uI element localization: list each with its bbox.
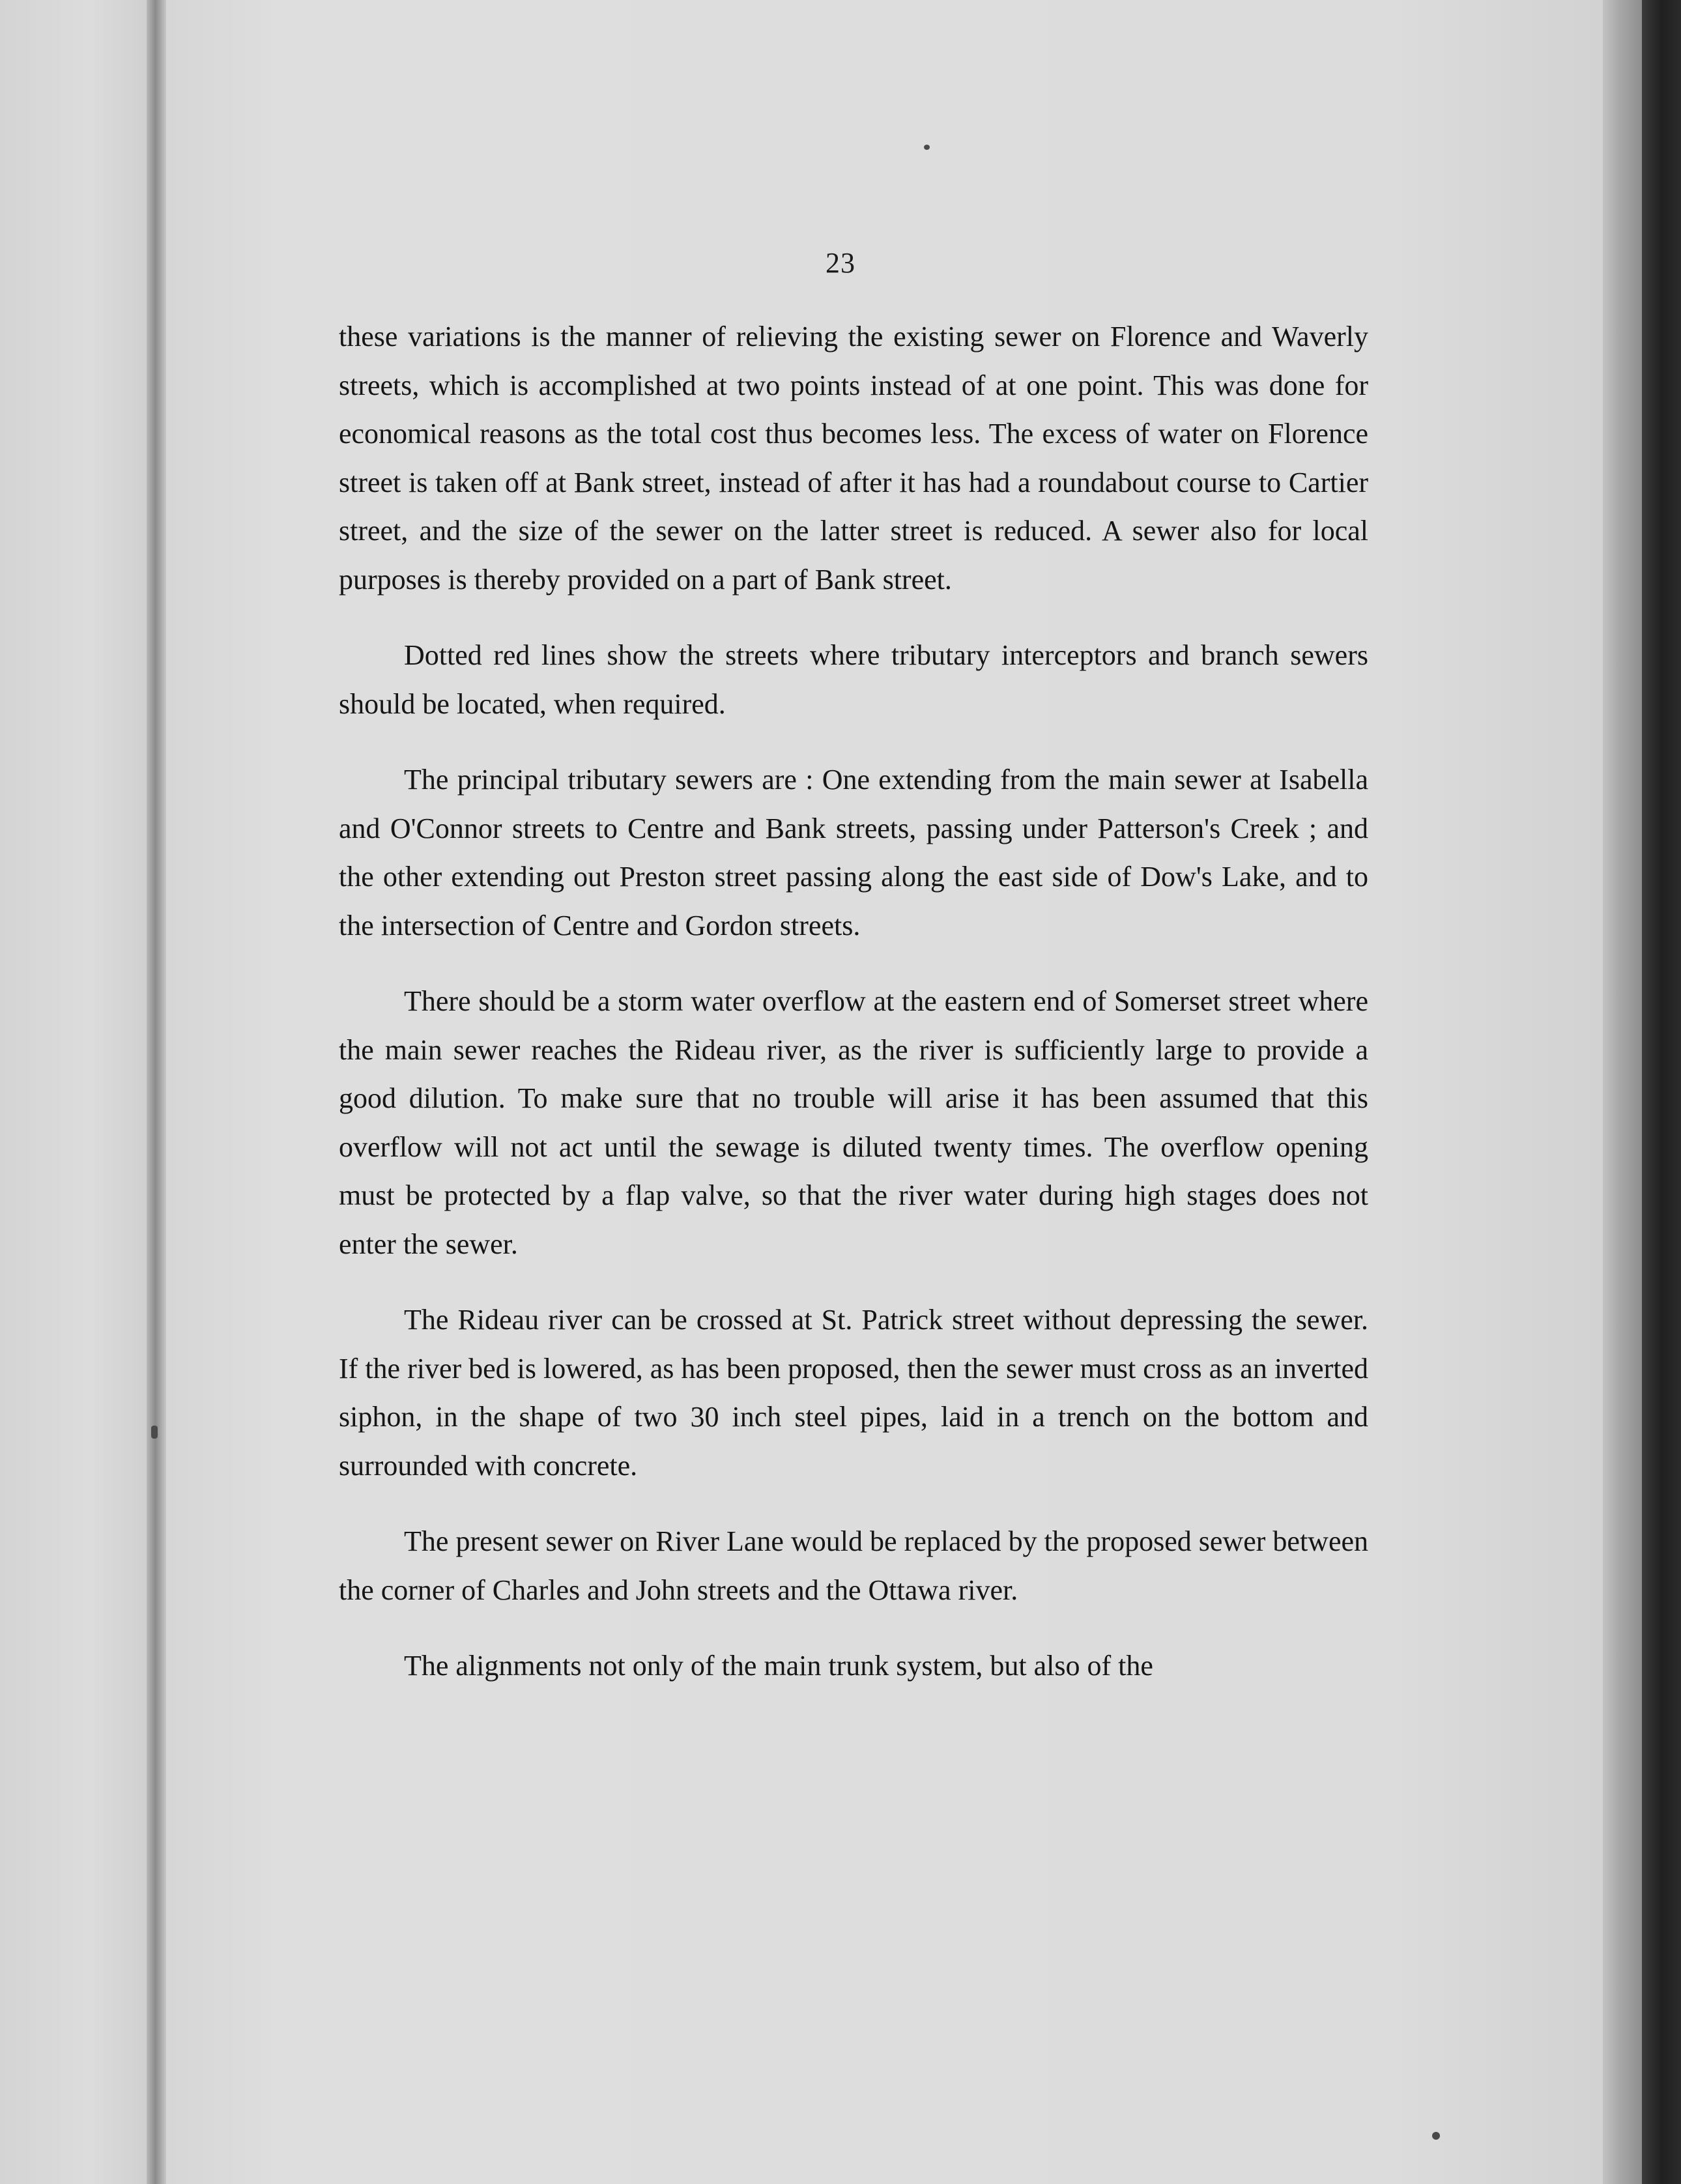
book-gutter [147, 0, 166, 2184]
paragraph-7: The alignments not only of the main trunk system, but also of the [404, 1650, 1153, 1682]
paragraph-1: these variations is the manner of relieving the existing sewer on Florence and Waverly streets, which is accomplished at two points instead of at one point. This was done for economical reasons as the total cost thus becomes less. The excess of water on Florence street is taken off at Bank street, instead of after it has had a roundabout course to Cartier street, and the size of the sewer on the latter street is reduced. A sewer also for local purposes is thereby provided on a part of Bank street. [339, 321, 1368, 596]
page-number: 23 [826, 247, 855, 279]
book-cover-edge [1642, 0, 1681, 2184]
paragraph-5: The Rideau river can be crossed at St. Patrick street without depressing the sewer. If the river bed is lowered, as has been proposed, then the sewer must cross as an inverted siphon, in the shape of two 30 inch steel pipes, laid in a trench on the bottom and surrounded with concrete. [339, 1304, 1368, 1482]
ink-speck [151, 1426, 158, 1439]
paragraph-6: The present sewer on River Lane would be replaced by the proposed sewer between the corner of Charles and John streets and the Ottawa river. [339, 1525, 1368, 1606]
paragraph-3: The principal tributary sewers are : One extending from the main sewer at Isabella and O'Connor streets to Centre and Bank streets, passing under Patterson's Creek ; and the other extending out Preston street passing along the east side of Dow's Lake, and to the intersection of Centre and Gordon streets. [339, 764, 1368, 941]
ink-speck [1432, 2132, 1440, 2140]
page-edge [1603, 0, 1642, 2184]
ink-speck [924, 145, 930, 150]
paragraph-2: Dotted red lines show the streets where tributary interceptors and branch sewers should be located, when required. [339, 639, 1368, 720]
facing-page [0, 0, 150, 2184]
body-text [339, 313, 1368, 1691]
paragraph-4: There should be a storm water overflow at the eastern end of Somerset street where the main sewer reaches the Rideau river, as the river is sufficiently large to provide a good dilution. To make sure that no trouble will arise it has been assumed that this overflow will not act until the sewage is diluted twenty times. The overflow opening must be protected by a flap valve, so that the river water during high stages does not enter the sewer. [339, 985, 1368, 1260]
